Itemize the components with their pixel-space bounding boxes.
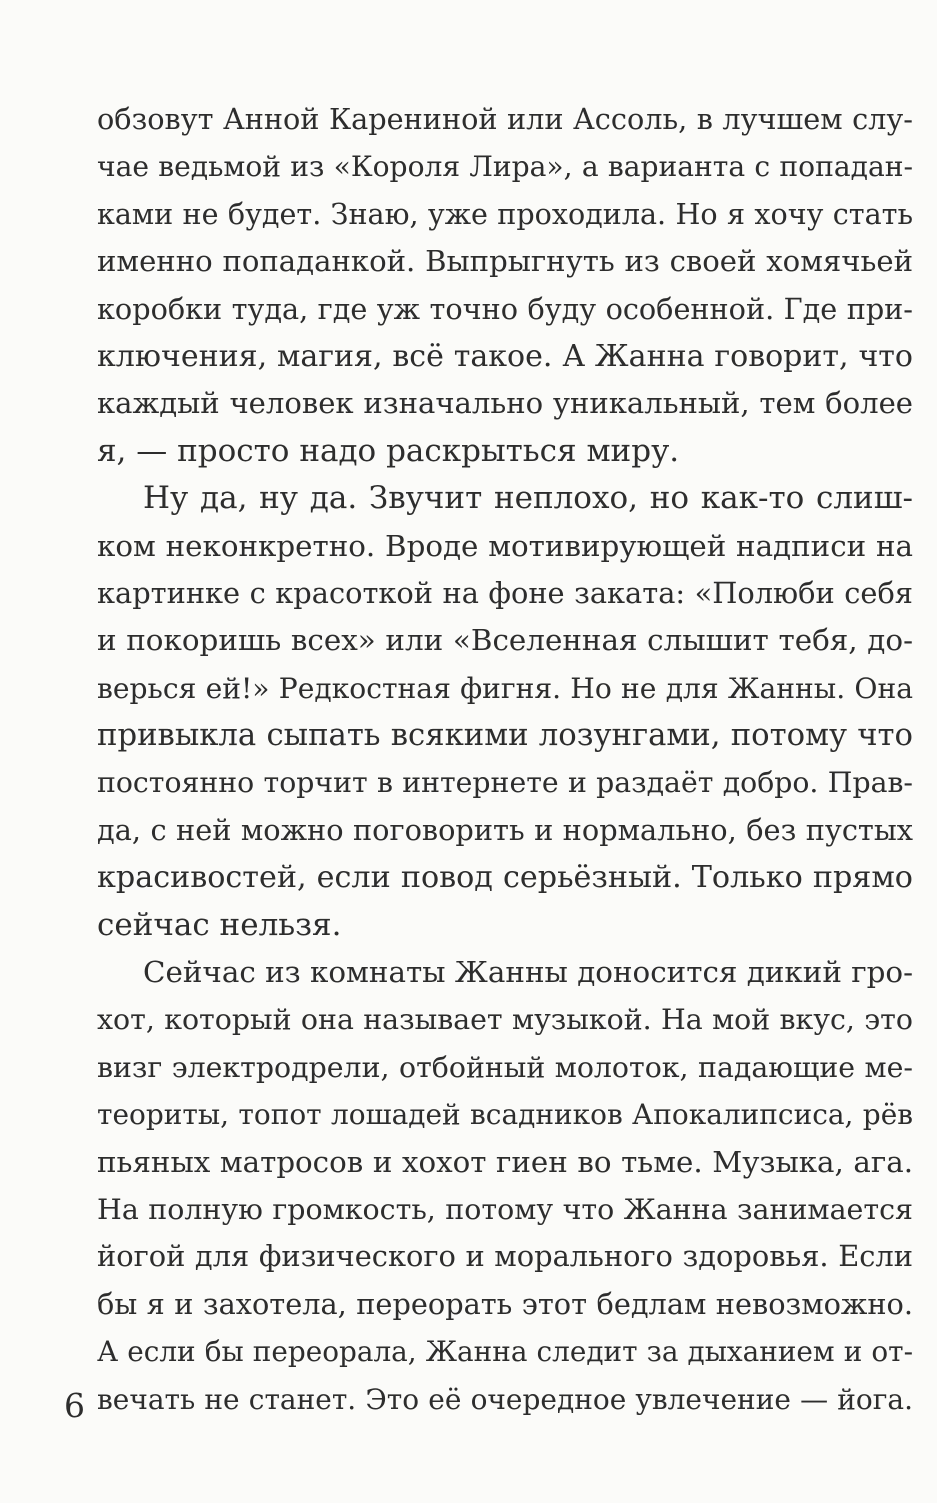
text-line: каждый человек изначально уникальный, тем более (97, 386, 913, 421)
text-line: теориты, топот лошадей всадников Апокалипсиса, рёв (97, 1098, 913, 1132)
text-line: верься ей!» Редкостная фигня. Но не для Жанны. Она (97, 671, 913, 705)
text-line: ком неконкретно. Вроде мотивирующей надписи на (97, 528, 913, 563)
text-line: красивостей, если повод серьёзный. Только прямо (97, 860, 913, 896)
text-line: На полную громкость, потому что Жанна занимается (97, 1192, 913, 1226)
text-line: хот, который она называет музыкой. На мой вкус, это (97, 1003, 913, 1037)
text-line: визг электродрели, отбойный молоток, падающие ме- (97, 1050, 913, 1084)
text-line: сейчас нельзя. (97, 906, 342, 943)
page-number: 6 (64, 1386, 85, 1425)
text-line: коробки туда, где уж точно буду особенной. Где при- (97, 291, 913, 326)
text-line: чае ведьмой из «Короля Лира», а варианта с попадан- (97, 150, 913, 184)
text-line: постоянно торчит в интернете и раздаёт добро. Прав- (97, 766, 913, 800)
text-line: именно попаданкой. Выпрыгнуть из своей хомячьей (97, 244, 913, 279)
text-line: картинке с красоткой на фоне заката: «Полюби себя (97, 575, 913, 610)
body-text (97, 96, 913, 1423)
text-line: А если бы переорала, Жанна следит за дыханием и от- (97, 1335, 913, 1369)
text-line: вечать не станет. Это её очередное увлечение — йога. (97, 1382, 913, 1416)
text-line: да, с ней можно поговорить и нормально, без пустых (97, 812, 913, 847)
text-line: ками не будет. Знаю, уже проходила. Но я хочу стать (97, 196, 913, 231)
paragraph (97, 949, 913, 1423)
text-line: обзовут Анной Карениной или Ассоль, в лучшем слу- (97, 102, 913, 136)
text-line: привыкла сыпать всякими лозунгами, потому что (97, 718, 913, 754)
text-line: йогой для физического и морального здоровья. Если (97, 1239, 913, 1274)
paragraph (97, 475, 913, 949)
paragraph (97, 96, 913, 475)
text-line: Сейчас из комнаты Жанны доносится дикий гро- (143, 955, 913, 990)
text-line: и покоришь всех» или «Вселенная слышит тебя, до- (97, 623, 913, 658)
text-line: пьяных матросов и хохот гиен во тьме. Музыка, ага. (97, 1144, 913, 1179)
text-line: я, — просто надо раскрыться миру. (97, 432, 680, 469)
text-line: Ну да, ну да. Звучит неплохо, но как-то слиш- (143, 480, 913, 517)
text-line: бы я и захотела, переорать этот бедлам невозможно. (97, 1286, 913, 1321)
text-line: ключения, магия, всё такое. А Жанна говорит, что (97, 338, 913, 374)
